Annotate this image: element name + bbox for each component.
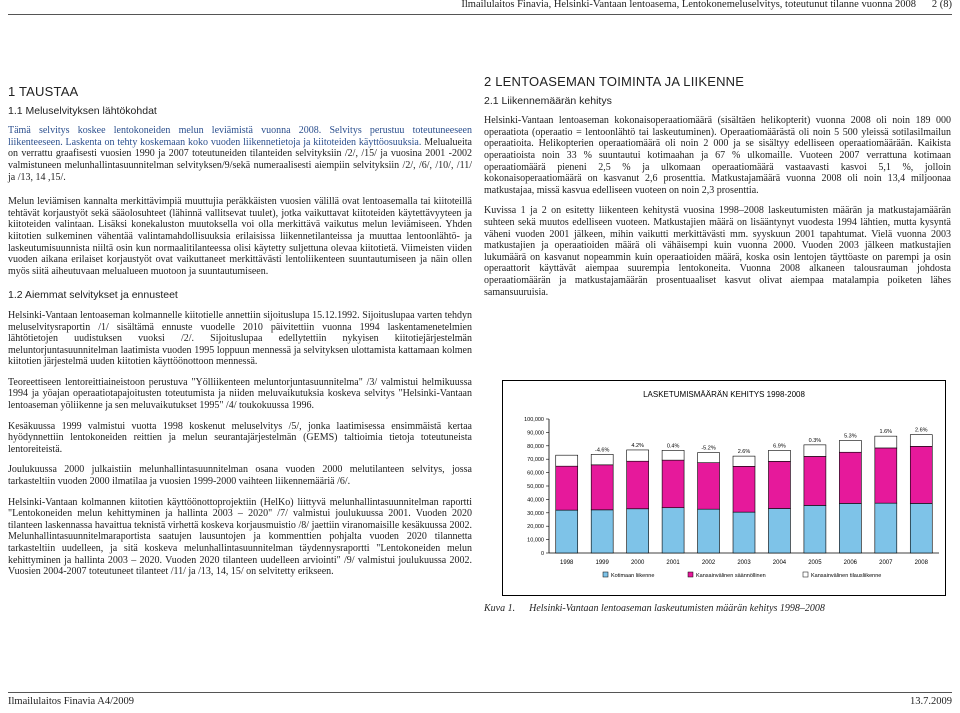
bar-segment — [591, 454, 613, 464]
chart-canvas — [503, 381, 945, 595]
paragraph: Helsinki-Vantaan lentoaseman kolmannelle kiitotielle annettiin sijoituslupa 15.12.1992. Sijoituslupaa varten tehdyn meluselvitysraportin /1/ sisältämä ennuste vuodelle 2010 päivitettiin vuonna 1994 laskentamenetelmien lähtötietojen uudistuksen vuoksi /2/. Sijoituslupaa edellytettiin nykyisen kiitotiejärjestelmän meluntorjuntasuunnitelman laatimista vuoden 1995 loppuun mennessä ja selvityksen ulottamista kattamaan kolmen kiitotien järjestelmä uuden kiitotien käyttöönottoon mennessä. — [8, 309, 472, 368]
x-tick-label: 2004 — [772, 560, 787, 566]
caption-number: Kuva 1. — [484, 603, 516, 614]
header-page-number: 2 (8) — [931, 0, 952, 10]
bar-segment — [662, 460, 684, 508]
bar-segment — [804, 445, 826, 457]
paragraph — [8, 125, 472, 183]
bar-annotation: -4.6% — [594, 447, 610, 454]
footer-rule — [8, 692, 952, 693]
bar-segment — [910, 446, 932, 503]
paragraph-text: Melualueita on verrattu graafisesti vuosien 1990 ja 2007 toteutuneiden tilanteiden selvityksiin /2/, /15/ ja vuosina 2001 -2002 valmistuneen melunhallintasuunnitelman selvityksen/9/sekä numeraalisesti aiempiin selvityksiin /2/, /6/, /10/, /11/ ja /13, 14 ,15/. — [8, 136, 472, 183]
x-tick-label: 2001 — [666, 560, 680, 566]
y-tick-label: 90,000 — [527, 430, 544, 437]
bar-annotation: 1.6% — [879, 429, 893, 436]
bar-annotation: 2.6% — [737, 449, 751, 456]
bar-segment — [627, 450, 649, 461]
y-tick-label: 80,000 — [527, 443, 544, 450]
y-tick-label: 100,000 — [524, 417, 544, 423]
bar-segment — [839, 452, 861, 503]
x-tick-label: 2006 — [843, 560, 858, 566]
bar-segment — [698, 453, 720, 463]
left-column — [8, 86, 472, 587]
bar-segment — [591, 510, 613, 553]
paragraph: Melun leviämisen kannalta merkittävimpiä muuttujia peräkkäisten vuosien välillä ovat lentoasemalla tai kiitoteillä tehtävät korjaustyöt sekä sääolosuhteet (lähinnä vallitsevat tuulet), jotka vaikuttavat kiitoteiden käytettävyyteen ja kiitoteiden valintaan. Lisäksi konekaluston muutoksella voi olla merkittävä vaikutus melun leviämiseen. Yhden kiitotien sulkeminen vähentää valintamahdollisuuksia erilaisissa liikennetilanteissa ja muuttaa lentoonlähtö- ja laskeutumisuunnista niiltä osin kun normaalitilanteessa olisi käytetty suljettuna olevaa kiitotietä. Viimeisten viiden vuoden aikana erilaiset korjaustyöt ovat vaikuttaneet merkittävästi lentoliikenteen suuntautumiseen ja näin ollen myös siitä aiheutuvaan melualueen muotoon ja suuntautumiseen. — [8, 196, 472, 277]
legend-label: Kansainvälinen säännöllinen — [696, 573, 766, 579]
bar-segment — [733, 456, 755, 466]
bar-segment — [698, 509, 720, 553]
bar-segment — [768, 450, 790, 461]
figure-caption — [484, 603, 825, 614]
bar-segment — [910, 435, 932, 447]
y-tick-label: 60,000 — [527, 470, 544, 477]
paragraph: Helsinki-Vantaan lentoaseman kokonaisoperaatiomäärä (sisältäen helikopterit) vuonna 2008 oli noin 189 000 operaatiota (operaatio = lentoonlähtö tai laskeutuminen). Operaatiomäärästä oli noin 5 500 yleissä sotilasilmailun operaatioita. Helikopterien operaatiomäärä oli noin 2 000 ja se sisältyy edelliseen operaatiomäärään. Kaikista operaatioista noin 33 % suuntautui kotimaahan ja 67 % ulkomaille. Vuoteen 2007 verrattuna kotimaan operaatiomäärä pieneni 2,5 % ja ulkomaan operaatiomäärä vastaavasti kasvoi 5,1 %, jolloin kokonaisoperaatiomäärä on kasvanut 2,6 prosenttia. Matkustajamäärä vuonna 2008 oli noin 13,4 miljoonaa matkustajaa, missä kasvua edelliseen vuoteen on noin 2,3 prosenttia. — [484, 115, 951, 196]
y-tick-label: 10,000 — [527, 537, 544, 544]
bar-annotation: 6.9% — [773, 443, 786, 450]
caption-text: Helsinki-Vantaan lentoaseman laskeutumisten määrän kehitys 1998–2008 — [529, 603, 825, 614]
right-column — [484, 76, 951, 307]
subsection-heading-1-2: 1.2 Aiemmat selvitykset ja ennusteet — [8, 289, 178, 302]
bar-segment — [875, 448, 897, 503]
y-tick-label: 0 — [540, 551, 544, 557]
x-tick-label: 2008 — [914, 560, 928, 566]
bar-segment — [556, 510, 578, 553]
header-title: Ilmailulaitos Finavia, Helsinki-Vantaan lentoasema, Lentokonemeluselvitys, toteutunut tilanne vuonna 2008 — [461, 0, 916, 10]
bar-segment — [839, 503, 861, 553]
x-tick-label: 2003 — [737, 560, 751, 566]
chart-title: LASKETUMISMÄÄRÄN KEHITYS 1998-2008 — [643, 390, 805, 399]
legend-label: Kansainvälinen tilausliikenne — [811, 573, 882, 579]
paragraph: Joulukuussa 2000 julkaistiin melunhallintasuunnitelman osana vuoden 2000 melutilanteen selvitys, jossa tarkasteltiin vuoden 2000 ilmatilaa ja vuosien 1999-2000 vaihteen liikennemääriä /6/. — [8, 464, 472, 488]
paragraph: Helsinki-Vantaan kolmannen kiitotien käyttöönottoprojektiin (HelKo) liittyvä melunhallintasuunnitelman raportti "Lentokoneiden melun kehittyminen ja hallinta 2003 – 2020" /7/ valmistui joulukuussa 2001. Vuoden 2020 tilanteen laskennassa havaittua teknistä virhettä koskeva korjausmuistio /8/ jaettiin viranomaisille kesäkuussa 2002. Melunhallintasuunnitelmaraportista saatujen lausuntojen ja kommenttien pohjalta vuoden 2020 tilannetta tarkasteltiin uudelleen, ja sitä koskeva melunhallintasuunnitelman täydennysraportti "Lentokoneiden melun kehittyminen ja hallinta 2003 – 2020. Vuoden 2020 tilanteen uudelleen arviointi" /9/ valmistui joulukuussa 2002. Vuosien 2004-2007 toteutuneet tilanteet /11/ ja /13, 14, 15/ on selvitetty erikseen. — [8, 496, 472, 578]
legend-swatch — [688, 572, 693, 577]
bar-segment — [733, 466, 755, 512]
subsection-heading-1-1: 1.1 Meluselvityksen lähtökohdat — [8, 104, 157, 117]
paragraph: Kuvissa 1 ja 2 on esitetty liikenteen kehitystä vuosina 1998–2008 laskeutumisten määrän ja matkustajamäärän suhteen sekä muutos edelliseen vuoteen. Matkustajien määrä on lisääntynyt vuodesta 1994 lähtien, mutta kysyntä väheni vuoden 2001 jälkeen, mihin vaikutti merkittävästi mm. syyskuun 2001 tapahtumat. Vielä vuonna 2003 matkustajien ja operaatioiden määrä oli vähäisempi kuin vuonna 2000. Vuoden 2003 jälkeen matkustajien lukumäärä on kasvanut nopeammin kuin operaatioiden määrä, koska osin lentojen täyttöaste on parempi ja osin operaattorit käyttävät aiempaa suurempia lentokoneita. Vuonna 2008 alkaneen talousrauman johdosta operaatiomäärän ja matkustajamäärän prosentuaaliset kasvut olivat aiempaa matalampia poiketen lähes samansuuruisia. — [484, 205, 951, 298]
bar-annotation: 0.4% — [666, 443, 680, 450]
x-tick-label: 2005 — [808, 560, 822, 566]
bar-segment — [627, 509, 649, 553]
section-heading-2: 2 LENTOASEMAN TOIMINTA JA LIIKENNE — [484, 74, 745, 89]
landings-chart — [502, 380, 946, 596]
bar-segment — [875, 436, 897, 448]
paragraph-text: Tämä selvitys koskee lentokoneiden melun leviämistä vuonna 2008. Selvitys perustuu toteutuneeseen liikenteeseen. Laskenta on tehty koskemaan koko vuoden liikennetietoja ja kiitoteiden käyttöosuuksia. — [8, 125, 472, 148]
header-rule — [8, 14, 952, 15]
bar-segment — [910, 503, 932, 553]
legend-swatch — [803, 572, 808, 577]
footer-left: Ilmailulaitos Finavia A4/2009 — [8, 696, 134, 707]
x-tick-label: 2007 — [879, 560, 893, 566]
bar-annotation: -5.2% — [701, 445, 716, 452]
bar-segment — [839, 440, 861, 452]
bar-segment — [662, 450, 684, 460]
x-tick-label: 2002 — [701, 560, 716, 566]
page-header — [0, 0, 960, 12]
bar-annotation: 2.6% — [914, 427, 928, 434]
bar-segment — [556, 455, 578, 466]
footer-right: 13.7.2009 — [910, 696, 952, 707]
bar-segment — [804, 505, 826, 553]
bar-segment — [591, 465, 613, 510]
paragraph: Kesäkuussa 1999 valmistui vuotta 1998 koskenut meluselvitys /5/, jonka laatimisessa ensimmäistä kertaa hyödynnettiin lentokoneiden reittien ja melun seurantajärjestelmän (GEMS) taltioimia tietoja toteutuneista lentoreiteistä. — [8, 420, 472, 455]
bar-annotation: 0.3% — [808, 437, 822, 444]
subsection-heading-2-1: 2.1 Liikennemäärän kehitys — [484, 94, 612, 107]
x-tick-label: 1999 — [595, 560, 609, 566]
y-tick-label: 20,000 — [527, 524, 544, 531]
bar-segment — [556, 466, 578, 510]
bar-segment — [733, 512, 755, 553]
bar-segment — [804, 456, 826, 505]
y-tick-label: 40,000 — [527, 497, 544, 504]
bar-segment — [698, 463, 720, 509]
bar-annotation: 4.2% — [631, 442, 644, 449]
chart-legend — [603, 572, 881, 579]
paragraph: Teoreettiseen lentoreittiaineistoon perustuva "Yölliikenteen meluntorjuntasuunnitelma" /3/ valmistui helmikuussa 1994 ja yöajan operaatiotapajoitusten toteutumista ja niiden meluvaikutuksia koskeva selvitys "Helsinki-Vantaan lentoaseman yöliikenne ja sen meluvaikutukset 1995" /4/ toukokuussa 1996. — [8, 376, 472, 412]
bar-segment — [768, 461, 790, 508]
y-tick-label: 50,000 — [527, 484, 544, 490]
bar-annotation: 5.3% — [844, 433, 857, 440]
x-tick-label: 1998 — [560, 560, 574, 566]
y-tick-label: 70,000 — [527, 457, 544, 464]
bar-segment — [768, 509, 790, 553]
x-tick-label: 2000 — [630, 560, 645, 566]
y-tick-label: 30,000 — [527, 510, 544, 517]
bar-segment — [875, 503, 897, 553]
bar-segment — [662, 508, 684, 553]
legend-label: Kotimaan liikenne — [611, 573, 655, 579]
legend-swatch — [603, 572, 608, 577]
bar-segment — [627, 461, 649, 509]
section-heading-1: 1 TAUSTAA — [8, 84, 79, 99]
